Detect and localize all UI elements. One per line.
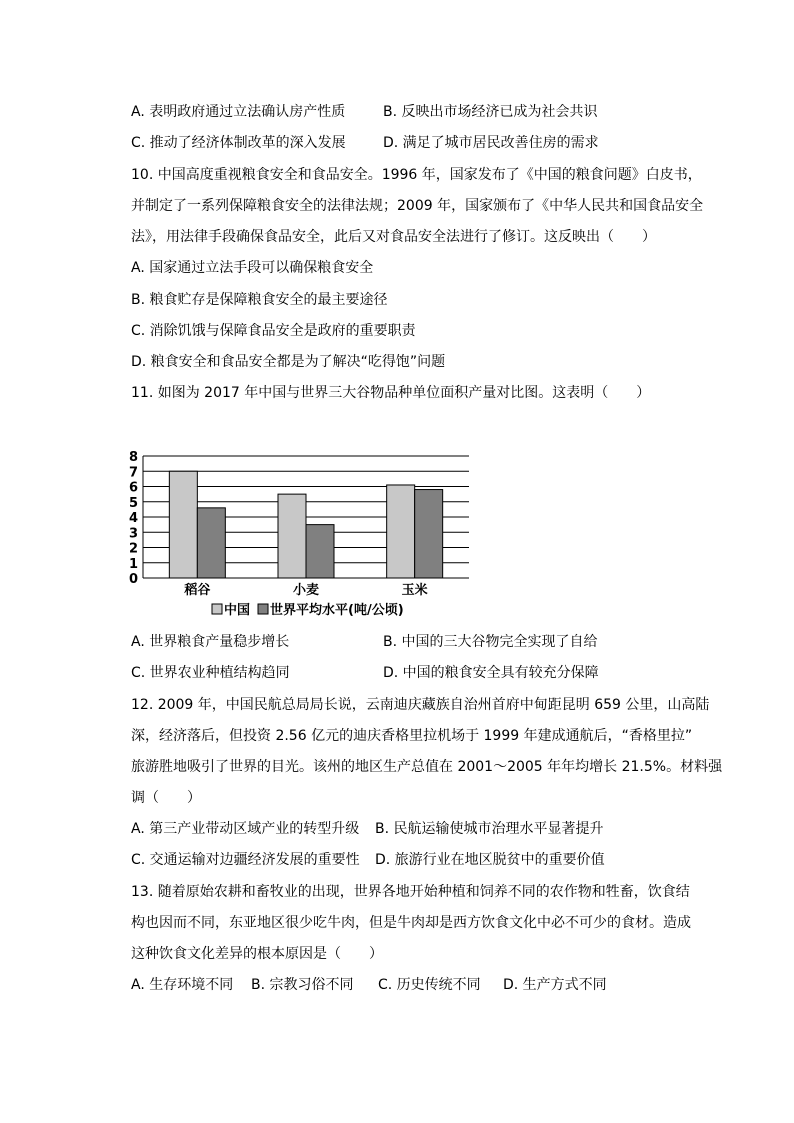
- bar-china-0: [169, 471, 197, 578]
- legend-label: 中国: [224, 603, 251, 618]
- q13-stem-line-2: 构也因而不同，东亚地区很少吃牛肉，但是牛肉却是西方饮食文化中必不可少的食材。造成: [131, 915, 691, 931]
- chart-bars: [169, 471, 442, 578]
- q10-option-a: A. 国家通过立法手段可以确保粮食安全: [131, 260, 374, 276]
- q9-option-d: D. 满足了城市居民改善住房的需求: [383, 135, 599, 151]
- q11-option-d: D. 中国的粮食安全具有较充分保障: [383, 665, 599, 681]
- q13-option-d: D. 生产方式不同: [503, 977, 607, 993]
- q11-option-b: B. 中国的三大谷物完全实现了自给: [383, 634, 598, 650]
- q12-option-c: C. 交通运输对边疆经济发展的重要性: [131, 852, 360, 868]
- q10-option-b: B. 粮食贮存是保障粮食安全的最主要途径: [131, 292, 388, 308]
- q12-option-b: B. 民航运输使城市治理水平显著提升: [375, 821, 604, 837]
- q9-option-b: B. 反映出市场经济已成为社会共识: [383, 104, 598, 120]
- q13-option-b: B. 宗教习俗不同: [251, 977, 354, 993]
- y-tick-label: 4: [128, 511, 138, 526]
- x-tick-label: 稻谷: [184, 583, 211, 598]
- x-tick-label: 玉米: [401, 583, 428, 598]
- bar-china-1: [278, 494, 306, 578]
- bar-world-2: [415, 490, 443, 578]
- q9-option-a: A. 表明政府通过立法确认房产性质: [131, 104, 346, 120]
- q13-stem-line-3: 这种饮食文化差异的根本原因是（ ）: [131, 946, 383, 962]
- q9-option-c: C. 推动了经济体制改革的深入发展: [131, 135, 346, 151]
- q13-option-c: C. 历史传统不同: [378, 977, 481, 993]
- q11-option-c: C. 世界农业种植结构趋同: [131, 665, 290, 681]
- y-tick-label: 0: [128, 572, 138, 587]
- q10-option-d: D. 粮食安全和食品安全都是为了解决“吃得饱”问题: [131, 354, 446, 370]
- y-tick-label: 8: [128, 450, 138, 465]
- q10-option-c: C. 消除饥饿与保障食品安全是政府的重要职责: [131, 323, 416, 339]
- bar-world-0: [197, 508, 225, 578]
- q12-option-d: D. 旅游行业在地区脱贫中的重要价值: [375, 852, 605, 868]
- q11-option-a: A. 世界粮食产量稳步增长: [131, 634, 290, 650]
- y-tick-label: 2: [128, 541, 138, 557]
- x-tick-label: 小麦: [292, 583, 320, 598]
- bar-china-2: [387, 485, 415, 578]
- q12-stem-line-3: 旅游胜地吸引了世界的目光。该州的地区生产总值在 2001～2005 年年均增长 21.5%。材料强: [131, 759, 723, 775]
- q11-stem: 11. 如图为 2017 年中国与世界三大谷物品种单位面积产量对比图。这表明（ ）: [131, 385, 651, 401]
- y-tick-label: 7: [128, 465, 138, 481]
- q10-stem-line-3: 法》，用法律手段确保食品安全，此后又对食品安全法进行了修订。这反映出（ ）: [131, 229, 656, 245]
- y-tick-label: 1: [128, 556, 138, 572]
- q10-stem-line-1: 10. 中国高度重视粮食安全和食品安全。1996 年，国家发布了《中国的粮食问题》白皮书，: [131, 167, 702, 183]
- y-tick-label: 3: [128, 526, 138, 542]
- q10-stem-line-2: 并制定了一系列保障粮食安全的法律法规；2009 年，国家颁布了《中华人民共和国食品安全: [131, 198, 704, 214]
- q13-stem-line-1: 13. 随着原始农耕和畜牧业的出现，世界各地开始种植和饲养不同的农作物和牲畜，饮食结: [131, 884, 690, 900]
- legend-swatch: [212, 604, 222, 614]
- q12-stem-line-4: 调（ ）: [131, 790, 201, 806]
- legend-label: 世界平均水平(吨/公顷): [270, 603, 404, 618]
- chart-legend: [212, 602, 404, 618]
- q12-option-a: A. 第三产业带动区域产业的转型升级: [131, 821, 360, 837]
- y-tick-label: 5: [128, 495, 138, 511]
- y-tick-label: 6: [128, 480, 138, 496]
- q13-option-a: A. 生存环境不同: [131, 977, 234, 993]
- grain-yield-bar-chart: [127, 448, 477, 620]
- bar-world-1: [306, 525, 334, 578]
- legend-swatch: [258, 604, 268, 614]
- q12-stem-line-1: 12. 2009 年，中国民航总局局长说，云南迪庆藏族自治州首府中甸距昆明 659 公里，山高陆: [131, 697, 710, 713]
- q12-stem-line-2: 深，经济落后，但投资 2.56 亿元的迪庆香格里拉机场于 1999 年建成通航后，“香格里拉”: [131, 728, 693, 744]
